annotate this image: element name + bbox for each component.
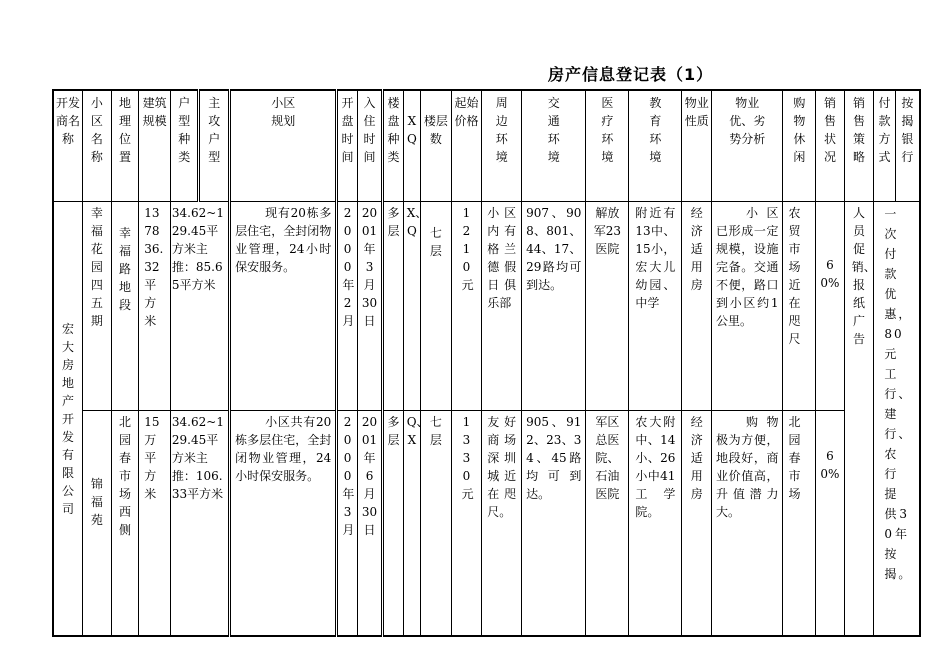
surroundings-cell: 友好商场深圳城近在咫尺。 [482,411,522,637]
xq-cell: Q、X [403,411,420,637]
open-date-cell: 2000年2月 [337,202,357,411]
col-header: 物业性质 [682,90,712,202]
property-nature-cell: 经济适用房 [682,411,712,637]
open-date-cell: 2000年3月 [337,411,357,637]
education-cell: 附近有13中、15小，宏大儿幼园、中学 [629,202,682,411]
start-price-cell: 1210元 [451,202,482,411]
xq-cell: X、Q [403,202,420,411]
col-header: 销售策略 [844,90,874,202]
col-header: 物业优、劣势分析 [712,90,783,202]
traffic-cell: 905、912、23、34、45路均可到达。 [522,411,586,637]
col-header: 主攻户型 [199,90,230,202]
shopping-cell: 北园春市场 [783,411,816,637]
col-header: 入住时间 [357,90,383,202]
col-header: 付款方式 [874,90,895,202]
education-cell: 农大附中、14小、26小中41工学院。 [629,411,682,637]
col-header: 户型种类 [170,90,199,202]
developer-cell: 宏大房地产开发有限公司 [53,202,83,637]
move-in-cell: 2001年3月30日 [357,202,383,411]
analysis-cell: 小区已形成一定规模，设施完备。交通不便，路口到小区约1公里。 [712,202,783,411]
property-type-cell: 多层 [383,202,403,411]
col-header: 开盘时间 [337,90,357,202]
property-nature-cell: 经济适用房 [682,202,712,411]
traffic-cell: 907、908、801、44、17、29路均可到达。 [522,202,586,411]
start-price-cell: 1330元 [451,411,482,637]
plan-cell: 小区共有20栋多层住宅，全封闭物业管理，24小时保安服务。 [230,411,337,637]
medical-cell: 军区总医院、石油医院 [586,411,629,637]
col-header: 教育环境 [629,90,682,202]
col-header: 地理位置 [111,90,139,202]
move-in-cell: 2001年6月30日 [357,411,383,637]
col-header: 医疗环境 [586,90,629,202]
property-type-cell: 多层 [383,411,403,637]
unit-types-cell: 34.62~129.45平方米主推：85.65平方米 [170,202,229,411]
property-info-table [52,89,921,637]
name-cell: 锦福苑 [83,411,112,637]
shopping-cell: 农贸市场近在咫尺 [783,202,816,411]
location-cell: 幸福路地段 [111,202,139,411]
surroundings-cell: 小区内有格兰德假日俱乐部 [482,202,522,411]
col-header: 周边环境 [482,90,522,202]
col-header: 起始价格 [451,90,482,202]
page-title: 房产信息登记表（1） [548,65,714,84]
scale-cell: 1378 36.32平方米 [139,202,171,411]
scale-cell: 15万平方米 [139,411,171,637]
col-header: 开发商名称 [53,90,83,202]
col-header: 小区规划 [230,90,337,202]
sales-status-cell: 60% [816,411,845,637]
name-cell: 幸福花园四五期 [83,202,112,411]
plan-cell: 现有20栋多层住宅，全封闭物业管理，24小时保安服务。 [230,202,337,411]
floors-cell: 七层 [421,202,452,411]
table-row [53,202,920,411]
col-header: XQ [403,90,420,202]
col-header: 交通环境 [522,90,586,202]
col-header: 小区名称 [83,90,112,202]
table-row [53,411,920,637]
sales-strategy-cell: 人员促销、报纸广告 [844,202,874,637]
unit-types-cell: 34.62~129.45平方米主推：106.33平方米 [170,411,229,637]
medical-cell: 解放军23医院 [586,202,629,411]
header-row [53,90,920,202]
location-cell: 北园春市场西侧 [111,411,139,637]
col-header: 购物休闲 [783,90,816,202]
col-header: 销售状况 [816,90,845,202]
col-header: 楼层数 [421,90,452,202]
analysis-cell: 购物极为方便，地段好，商业价值高，升值潜力大。 [712,411,783,637]
payment-method-cell: 一次付款优惠，80元工行、建行、农行提供30年按揭。 [874,202,920,637]
col-header: 建筑规模 [139,90,171,202]
col-header: 按揭银行 [895,90,920,202]
col-header: 楼盘种类 [383,90,403,202]
sales-status-cell: 60% [816,202,845,411]
floors-cell: 七层 [421,411,452,637]
